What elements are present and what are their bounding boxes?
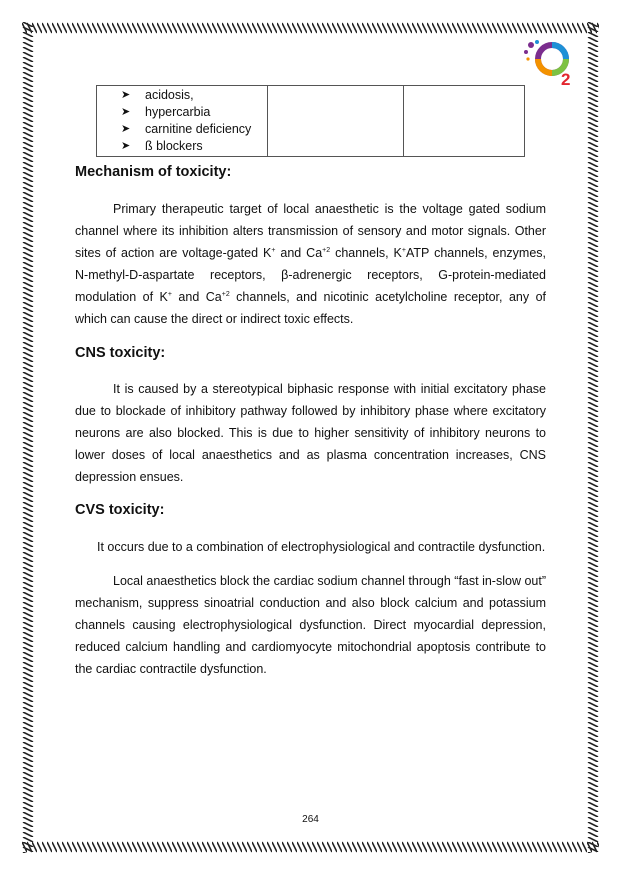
mechanism-paragraph: Primary therapeutic target of local anaesthetic is the voltage gated sodium channel where its inhibition alters transmission of sensory and motor signals. Other sites of action are voltage-gated K+ and $Ca^{+2}$ channels, K+ATP channels, enzymes, N-methyl-D-aspartate receptors, β-adrenergic receptors, G-protein-mediated modulation of K+ and $Ca^{+2}$ channels, and nicotinic acetylcholine receptor, any of which can cause the direct or indirect toxic effects. — [75, 202, 547, 326]
cvs-heading: CVS toxicity: — [75, 502, 165, 518]
conditions-table — [96, 85, 525, 157]
page-border-top — [22, 22, 599, 34]
mechanism-heading: Mechanism of toxicity: — [75, 164, 232, 180]
list-item: ➤ carnitine deficiency — [121, 122, 252, 136]
table-cell-empty — [404, 86, 525, 157]
cns-paragraph: It is caused by a stereotypical biphasic response with initial excitatory phase due to blockade of inhibitory pathway followed by inhibitory phase where excitatory neurons are also blocked. This is due to higher sensitivity of inhibitory neurons to lower doses of local anaesthetics and as plasma concentration increases, CNS depression ensues. — [75, 382, 546, 484]
table-row — [97, 86, 525, 157]
arrow-bullet-icon: ➤ — [121, 106, 131, 118]
cvs-intro: It occurs due to a combination of electrophysiological and contractile dysfunction. — [97, 540, 546, 554]
table-cell-empty — [268, 86, 404, 157]
cns-heading: CNS toxicity: — [75, 345, 166, 361]
list-item: ➤ acidosis, — [121, 88, 194, 102]
page-number: 264 — [302, 814, 319, 825]
page-border-left — [22, 22, 34, 853]
page-border-bottom — [22, 841, 599, 853]
arrow-bullet-icon: ➤ — [121, 89, 131, 101]
conditions-list — [97, 86, 267, 156]
page-border-right — [587, 22, 599, 853]
o2-logo-icon — [520, 38, 580, 88]
cvs-paragraph: Local anaesthetics block the cardiac sodium channel through “fast in-slow out” mechanism, suppress sinoatrial conduction and also block calcium and potassium channels causing electrophysiological dysfunction. Direct myocardial depression, reduced calcium handling and cardiomyocyte mitochondrial apoptosis contribute to the cardiac contractile dysfunction. — [75, 574, 546, 676]
list-item: ➤ ß blockers — [121, 139, 203, 153]
logo-subscript: 2 — [561, 70, 571, 88]
arrow-bullet-icon: ➤ — [121, 140, 131, 152]
arrow-bullet-icon: ➤ — [121, 123, 131, 135]
table-cell — [97, 86, 268, 157]
list-item: ➤ hypercarbia — [121, 105, 211, 119]
